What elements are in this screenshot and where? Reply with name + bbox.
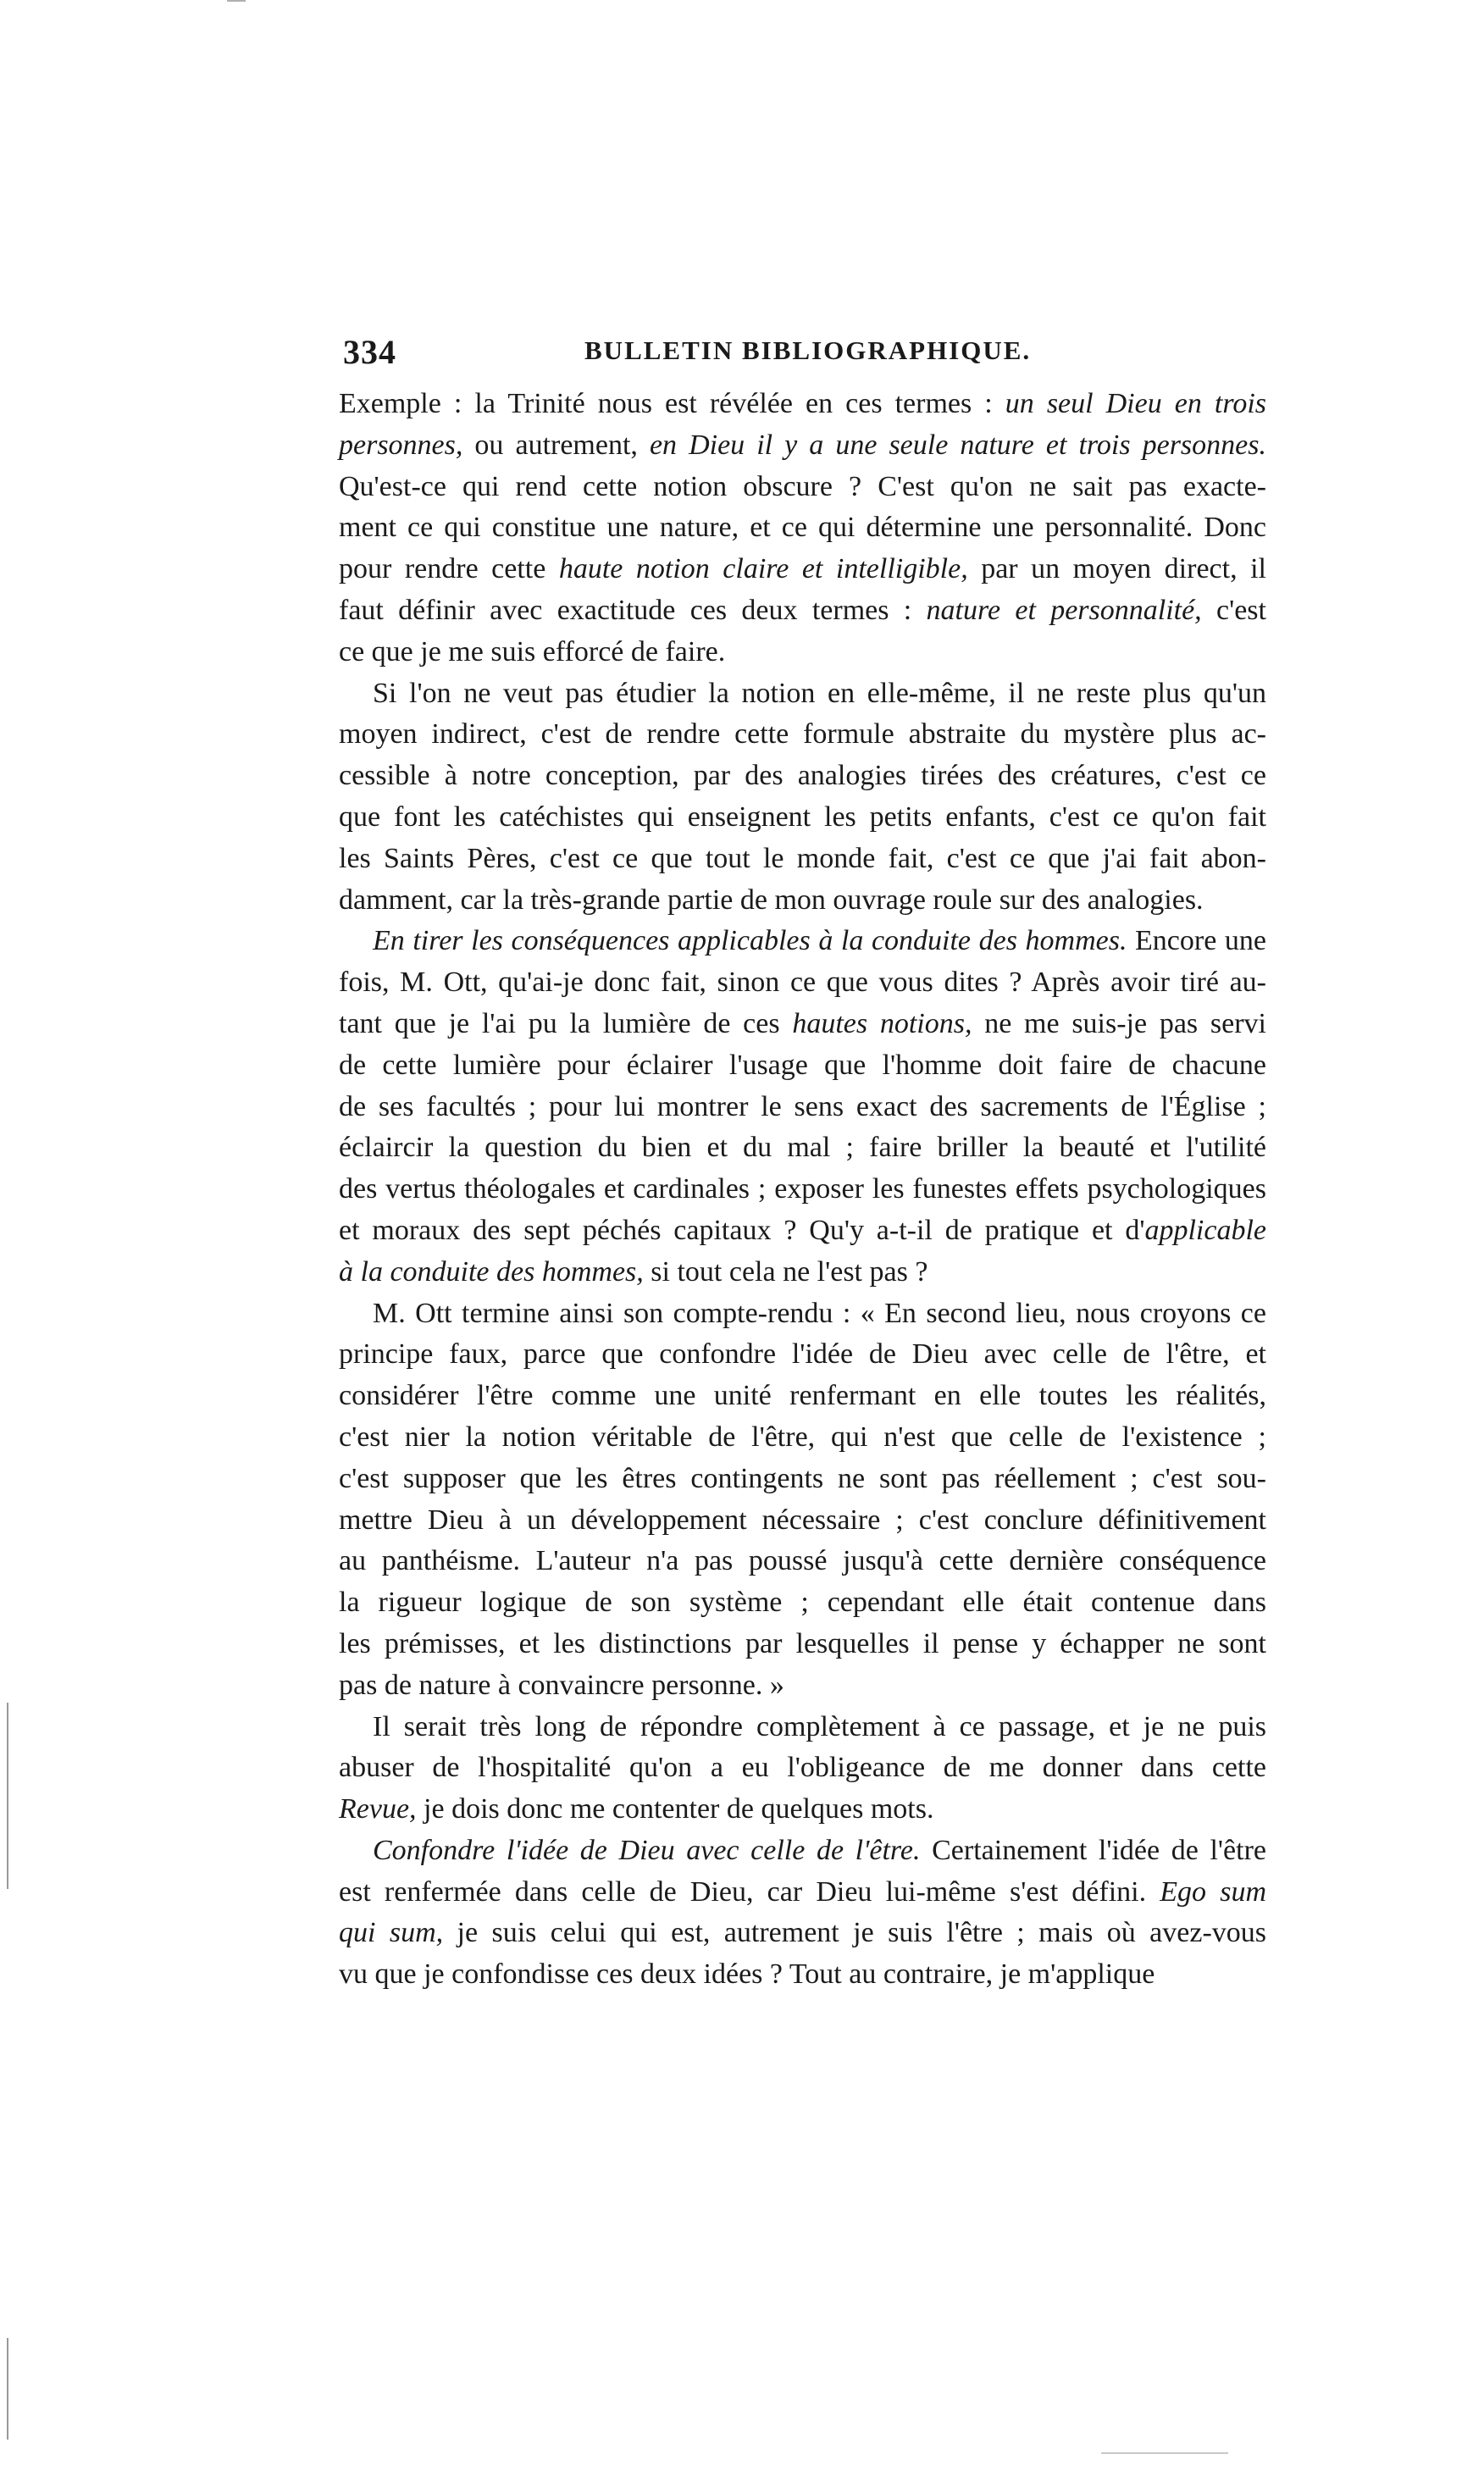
paragraph xyxy=(339,1707,1266,1831)
body-text xyxy=(339,384,1266,1996)
italic-run: un seul Dieu en trois xyxy=(1005,388,1266,419)
text-run: M. Ott termine ainsi son compte-rendu : « En second lieu, nous croyons ce xyxy=(373,1297,1266,1329)
text-line xyxy=(339,1831,1266,1872)
text-run: ou autrement, xyxy=(462,429,650,461)
text-run: les prémisses, et les distinctions par lesquelles il pense y échapper ne sont xyxy=(339,1627,1266,1659)
text-line xyxy=(339,1789,1266,1831)
text-line xyxy=(339,1872,1266,1914)
text-line xyxy=(339,1624,1266,1665)
text-run: de cette lumière pour éclairer l'usage que l'homme doit faire de chacune xyxy=(339,1049,1266,1081)
text-line xyxy=(339,1500,1266,1542)
text-run: des vertus théologales et cardinales ; exposer les funestes effets psychologiques xyxy=(339,1173,1266,1205)
text-run: je dois donc me contenter de quelques mots. xyxy=(416,1793,934,1825)
text-line xyxy=(339,1169,1266,1210)
text-line xyxy=(339,1045,1266,1087)
text-run: tant que je l'ai pu la lumière de ces xyxy=(339,1007,793,1039)
text-run: Si l'on ne veut pas étudier la notion en elle-même, il ne reste plus qu'un xyxy=(373,677,1266,709)
paragraph xyxy=(339,673,1266,922)
italic-run: Ego sum xyxy=(1160,1875,1266,1908)
text-line xyxy=(339,1334,1266,1376)
text-run: les Saints Pères, c'est ce que tout le monde fait, c'est ce que j'ai fait abon- xyxy=(339,842,1266,874)
text-line xyxy=(339,590,1266,632)
text-line xyxy=(339,1376,1266,1417)
text-line xyxy=(339,1541,1266,1582)
text-run: considérer l'être comme une unité renfermant en elle toutes les réalités, xyxy=(339,1380,1266,1412)
text-line xyxy=(339,1459,1266,1500)
scan-margin-line xyxy=(7,1703,8,1889)
text-line xyxy=(339,1087,1266,1128)
text-line xyxy=(339,1252,1266,1293)
text-line xyxy=(339,1582,1266,1624)
text-run: je suis celui qui est, autrement je suis l'être ; mais où avez-vous xyxy=(443,1917,1267,1949)
text-line xyxy=(339,549,1266,590)
text-line xyxy=(339,880,1266,922)
text-run: mettre Dieu à un développement nécessaire ; c'est conclure définitivement xyxy=(339,1504,1266,1536)
text-run: damment, car la très-grande partie de mon ouvrage roule sur des analogies. xyxy=(339,883,1204,916)
scan-margin-line xyxy=(7,2338,8,2440)
text-run: pour rendre cette xyxy=(339,553,559,585)
text-line xyxy=(339,1913,1266,1954)
text-run: principe faux, parce que confondre l'idée de Dieu avec celle de l'être, et xyxy=(339,1338,1266,1371)
italic-run: applicable xyxy=(1144,1214,1266,1246)
text-line xyxy=(339,1665,1266,1707)
text-run: si tout cela ne l'est pas ? xyxy=(643,1255,928,1288)
text-run: c'est xyxy=(1201,594,1266,626)
text-run: faut définir avec exactitude ces deux termes : xyxy=(339,594,927,626)
italic-run: Confondre l'idée de Dieu avec celle de l'être. xyxy=(373,1834,921,1866)
text-line xyxy=(339,1417,1266,1459)
italic-run: qui sum, xyxy=(339,1917,444,1949)
text-line xyxy=(339,1954,1266,1996)
text-line xyxy=(339,756,1266,797)
text-run: pas de nature à convaincre personne. » xyxy=(339,1669,784,1701)
paragraph xyxy=(339,1293,1266,1707)
text-line xyxy=(339,1127,1266,1169)
scan-edge-mark xyxy=(227,0,246,2)
text-run: par un moyen direct, il xyxy=(967,553,1266,585)
italic-run: personnes, xyxy=(339,429,463,461)
text-line xyxy=(339,632,1266,673)
scan-edge-mark xyxy=(1101,2452,1228,2454)
text-run: cessible à notre conception, par des analogies tirées des créatures, c'est ce xyxy=(339,760,1266,792)
text-run: c'est supposer que les êtres contingents ne sont pas réellement ; c'est sou- xyxy=(339,1462,1266,1494)
text-run: Encore une xyxy=(1127,925,1266,957)
paragraph xyxy=(339,384,1266,673)
italic-run: En tirer les conséquences applicables à la conduite des hommes. xyxy=(373,925,1127,957)
paragraph xyxy=(339,1831,1266,1996)
italic-run: haute notion claire et intelligible, xyxy=(558,553,968,585)
text-run: Certainement l'idée de l'être xyxy=(920,1834,1266,1866)
text-line xyxy=(339,962,1266,1004)
text-line xyxy=(339,384,1266,425)
text-line xyxy=(339,467,1266,508)
page-header xyxy=(343,332,1266,374)
text-run: vu que je confondisse ces deux idées ? Tout au contraire, je m'applique xyxy=(339,1958,1155,1991)
text-run: ne me suis-je pas servi xyxy=(972,1007,1266,1039)
running-title: BULLETIN BIBLIOGRAPHIQUE. xyxy=(584,335,1032,365)
text-run: de ses facultés ; pour lui montrer le sens exact des sacrements de l'Église ; xyxy=(339,1090,1266,1122)
text-line xyxy=(339,1210,1266,1252)
text-line xyxy=(339,1748,1266,1789)
text-line xyxy=(339,507,1266,549)
text-line xyxy=(339,1004,1266,1045)
italic-run: en Dieu il y a une seule nature et trois personnes. xyxy=(649,429,1266,461)
page-number: 334 xyxy=(343,333,396,371)
text-line xyxy=(339,839,1266,880)
text-run: éclaircir la question du bien et du mal ; faire briller la beauté et l'utilité xyxy=(339,1132,1266,1164)
text-run: la rigueur logique de son système ; cependant elle était contenue dans xyxy=(339,1587,1266,1619)
text-run: est renfermée dans celle de Dieu, car Dieu lui-même s'est défini. xyxy=(339,1875,1160,1908)
text-line xyxy=(339,921,1266,962)
text-run: moyen indirect, c'est de rendre cette formule abstraite du mystère plus ac- xyxy=(339,718,1266,751)
paragraph xyxy=(339,921,1266,1293)
text-line xyxy=(339,797,1266,839)
text-run: Qu'est-ce qui rend cette notion obscure ? C'est qu'on ne sait pas exacte- xyxy=(339,470,1266,502)
text-run: et moraux des sept péchés capitaux ? Qu'y a-t-il de pratique et d' xyxy=(339,1214,1145,1246)
text-run: abuser de l'hospitalité qu'on a eu l'obligeance de me donner dans cette xyxy=(339,1752,1266,1784)
text-run: que font les catéchistes qui enseignent les petits enfants, c'est ce qu'on fait xyxy=(339,800,1266,833)
italic-run: hautes notions, xyxy=(792,1007,972,1039)
text-run: ce que je me suis efforcé de faire. xyxy=(339,635,726,667)
italic-run: Revue, xyxy=(339,1793,417,1825)
text-line xyxy=(339,673,1266,715)
text-run: Exemple : la Trinité nous est révélée en ces termes : xyxy=(339,388,1005,419)
text-line xyxy=(339,1293,1266,1335)
italic-run: à la conduite des hommes, xyxy=(339,1255,644,1288)
text-run: Il serait très long de répondre complètement à ce passage, et je ne puis xyxy=(373,1710,1266,1742)
text-line xyxy=(339,425,1266,467)
text-run: ment ce qui constitue une nature, et ce qui détermine une personnalité. Donc xyxy=(339,512,1266,544)
text-run: c'est nier la notion véritable de l'être, qui n'est que celle de l'existence ; xyxy=(339,1421,1266,1453)
italic-run: nature et personnalité, xyxy=(926,594,1202,626)
text-line xyxy=(339,1707,1266,1748)
text-run: fois, M. Ott, qu'ai-je donc fait, sinon ce que vous dites ? Après avoir tiré au- xyxy=(339,967,1266,999)
text-line xyxy=(339,714,1266,756)
text-run: au panthéisme. L'auteur n'a pas poussé jusqu'à cette dernière conséquence xyxy=(339,1545,1266,1577)
